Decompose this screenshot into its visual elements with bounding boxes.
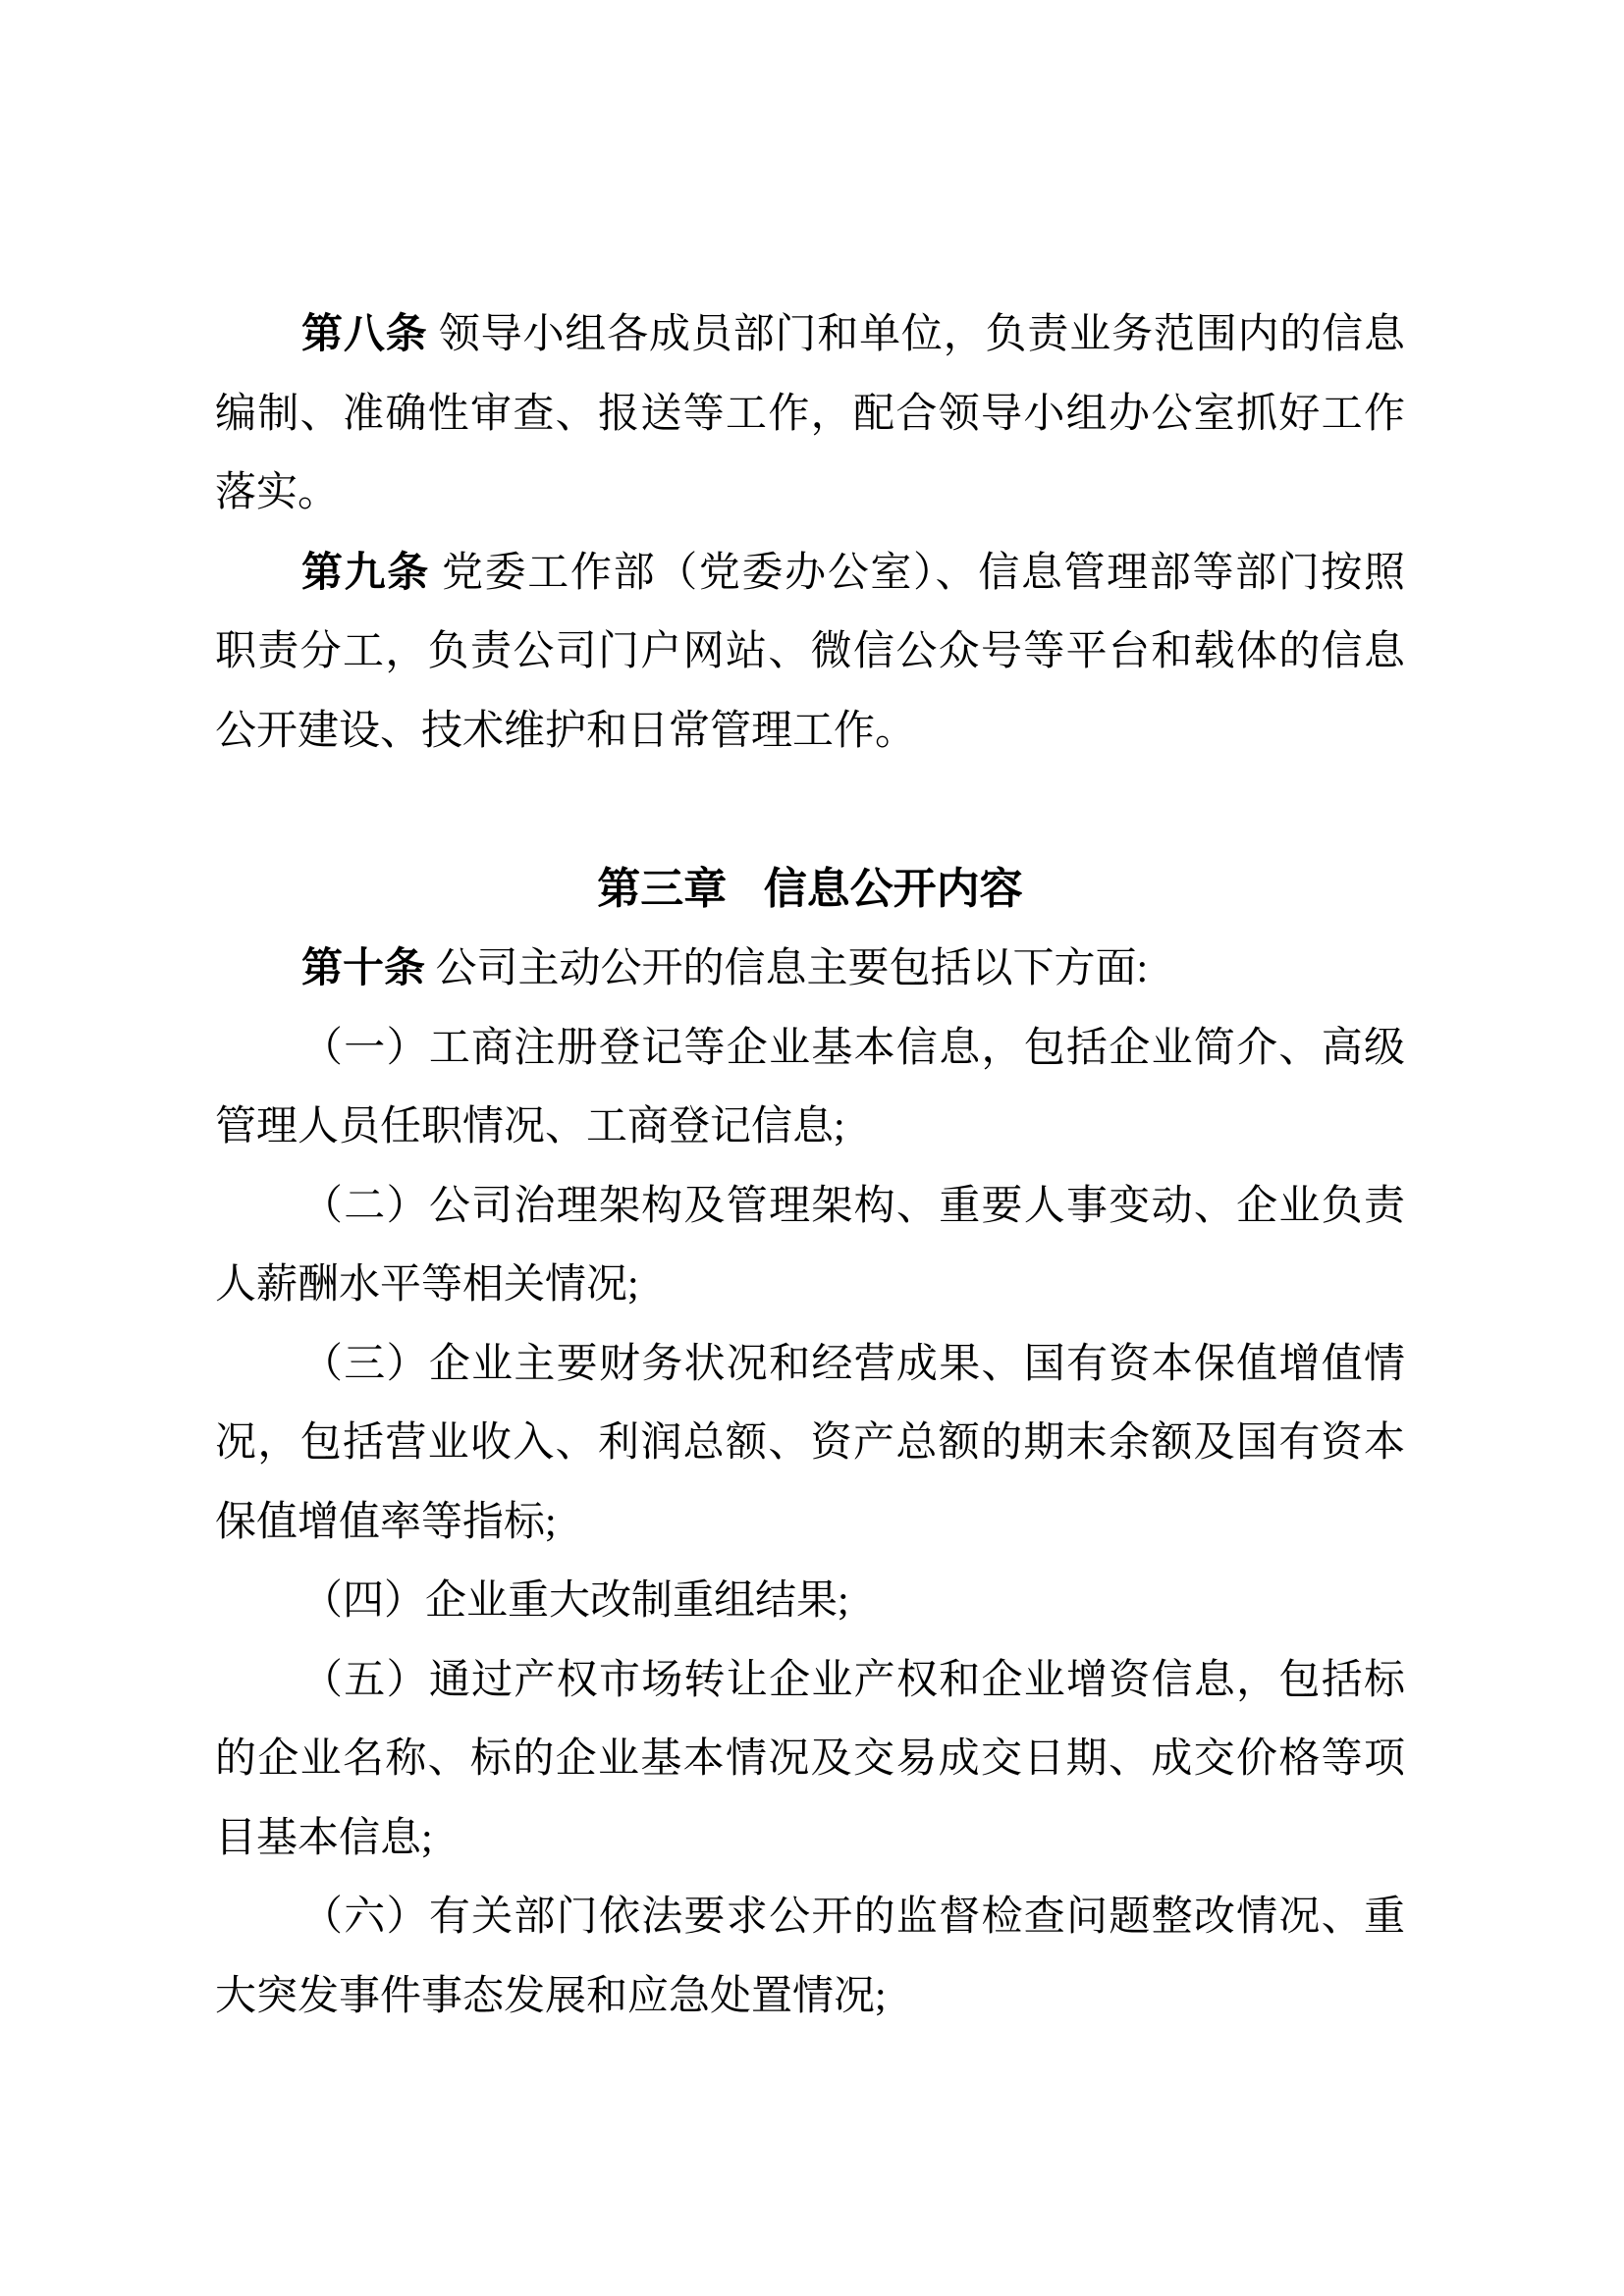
item-4-text-1: （四）企业重大改制重组结果; <box>301 1578 849 1624</box>
item-5-line-2 <box>215 1720 1405 1799</box>
item-6-text-2: 大突发事件事态发展和应急处置情况; <box>215 1973 887 2019</box>
article-8-text-3: 落实。 <box>215 470 340 515</box>
chapter-number: 第三章 <box>597 864 728 913</box>
chapter-heading <box>215 850 1405 930</box>
item-2-line-1 <box>215 1167 1405 1247</box>
item-5-text-1: （五）通过产权市场转让企业产权和企业增资信息，包括标 <box>301 1657 1405 1703</box>
article-9-line-3 <box>215 692 1405 772</box>
item-6-line-1 <box>215 1878 1405 1957</box>
article-9-text-2: 职责分工，负责公司门户网站、微信公众号等平台和载体的信息 <box>215 629 1405 674</box>
item-2-line-2 <box>215 1246 1405 1325</box>
item-3-text-1: （三）企业主要财务状况和经营成果、国有资本保值增值情 <box>301 1341 1405 1387</box>
article-8-line-3 <box>215 454 1405 533</box>
item-1-text-2: 管理人员任职情况、工商登记信息; <box>215 1104 845 1149</box>
article-9-line-1 <box>215 533 1405 614</box>
item-1-line-1 <box>215 1009 1405 1089</box>
article-8-text-2: 编制、准确性审查、报送等工作，配合领导小组办公室抓好工作 <box>215 391 1405 437</box>
item-3-line-2 <box>215 1404 1405 1483</box>
item-5-text-3: 目基本信息; <box>215 1815 433 1861</box>
item-2-text-2: 人薪酬水平等相关情况; <box>215 1262 639 1308</box>
item-1-line-2 <box>215 1088 1405 1167</box>
blank-line <box>215 771 1405 850</box>
article-8-text-1: 领导小组各成员部门和单位，负责业务范围内的信息 <box>427 312 1405 357</box>
article-9-number: 第九条 <box>301 548 430 595</box>
item-6-text-1: （六）有关部门依法要求公开的监督检查问题整改情况、重 <box>301 1895 1405 1940</box>
document-text-block <box>215 294 1405 2036</box>
article-8-line-2 <box>215 375 1405 454</box>
item-5-line-1 <box>215 1641 1405 1721</box>
article-10-number: 第十条 <box>301 944 426 990</box>
item-4-line-1 <box>215 1562 1405 1641</box>
item-3-line-3 <box>215 1483 1405 1563</box>
item-2-text-1: （二）公司治理架构及管理架构、重要人事变动、企业负责 <box>301 1183 1405 1229</box>
article-9-text-1: 党委工作部（党委办公室）、信息管理部等部门按照 <box>429 550 1405 596</box>
article-8-line-1 <box>215 294 1405 375</box>
item-3-text-2: 况，包括营业收入、利润总额、资产总额的期末余额及国有资本 <box>215 1420 1405 1466</box>
item-3-text-3: 保值增值率等指标; <box>215 1499 557 1545</box>
item-3-line-1 <box>215 1325 1405 1405</box>
item-5-text-2: 的企业名称、标的企业基本情况及交易成交日期、成交价格等项 <box>215 1736 1405 1782</box>
item-5-line-3 <box>215 1799 1405 1879</box>
item-6-line-2 <box>215 1957 1405 2037</box>
article-9-text-3: 公开建设、技术维护和日常管理工作。 <box>215 708 917 754</box>
article-8-number: 第八条 <box>301 310 428 356</box>
item-1-text-1: （一）工商注册登记等企业基本信息，包括企业简介、高级 <box>301 1025 1405 1071</box>
article-10-line-1 <box>215 929 1405 1009</box>
article-9-line-2 <box>215 613 1405 692</box>
chapter-title: 信息公开内容 <box>763 864 1023 913</box>
article-10-text-1: 公司主动公开的信息主要包括以下方面: <box>425 946 1149 991</box>
